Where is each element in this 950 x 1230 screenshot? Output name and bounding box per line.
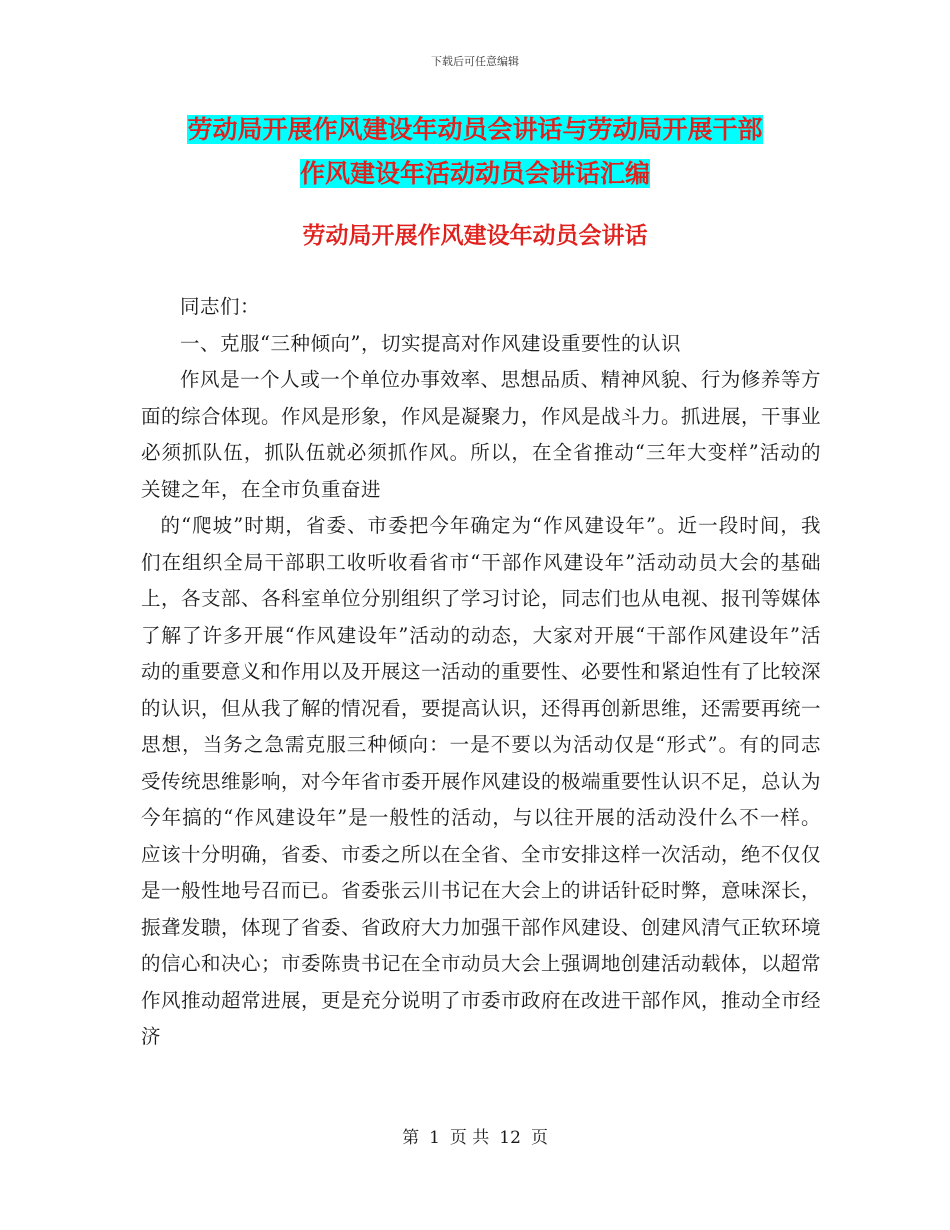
footer-middle: 页 共 — [449, 1128, 490, 1148]
header-note: 下载后可任意编辑 — [431, 55, 519, 68]
page-number: 1 — [429, 1128, 440, 1148]
page-footer — [0, 1123, 950, 1148]
footer-prefix: 第 — [402, 1128, 420, 1148]
body-paragraph: 的“爬坡”时期，省委、市委把今年确定为“作风建设年”。近一段时间，我们在组织全局干部职工收听收看省市“干部作风建设年”活动动员大会的基础上，各支部、各科室单位分别组织了学习讨论，同志们也从电视、报刊等媒体了解了许多开展“作风建设年”活动的动态，大家对开展“干部作风建设年”活动的重要意义和作用以及开展这一活动的重要性、必要性和紧迫性有了比较深的认识，但从我了解的情况看，要提高认识，还得再创新思维，还需要再统一思想，当务之急需克服三种倾向：一是不要以为活动仅是“形式”。有的同志受传统思维影响，对今年省市委开展作风建设的极端重要性认识不足，总认为今年搞的“作风建设年”是一般性的活动，与以往开展的活动没什么不一样。应该十分明确，省委、市委之所以在全省、全市安排这样一次活动，绝不仅仅是一般性地号召而已。省委张云川书记在大会上的讲话针砭时弊，意味深长，振聋发聩，体现了省委、省政府大力加强干部作风建设、创建风清气正软环境的信心和决心；市委陈贵书记在全市动员大会上强调地创建活动载体，以超常作风推动超常进展，更是充分说明了市委市政府在改进干部作风，推动全市经济 — [141, 514, 822, 1048]
document-title-line-2: 作风建设年活动动员会讲话汇编 — [299, 159, 650, 188]
page-total: 12 — [499, 1128, 521, 1148]
footer-suffix: 页 — [530, 1128, 548, 1148]
document-title-line-1: 劳动局开展作风建设年动员会讲话与劳动局开展干部 — [187, 115, 763, 144]
salutation: 同志们： — [180, 295, 261, 318]
document-title — [0, 108, 950, 196]
section-title: 劳动局开展作风建设年动员会讲话 — [302, 223, 648, 249]
body-paragraph: 作风是一个人或一个单位办事效率、思想品质、精神风貌、行为修养等方面的综合体现。作风是形象，作风是凝聚力，作风是战斗力。抓进展，干事业必须抓队伍，抓队伍就必须抓作风。所以，在全省推动“三年大变样”活动的关键之年，在全市负重奋进 — [141, 368, 822, 501]
heading-one: 一、克服“三种倾向”，切实提高对作风建设重要性的认识 — [180, 331, 681, 355]
document-body — [141, 289, 821, 1056]
